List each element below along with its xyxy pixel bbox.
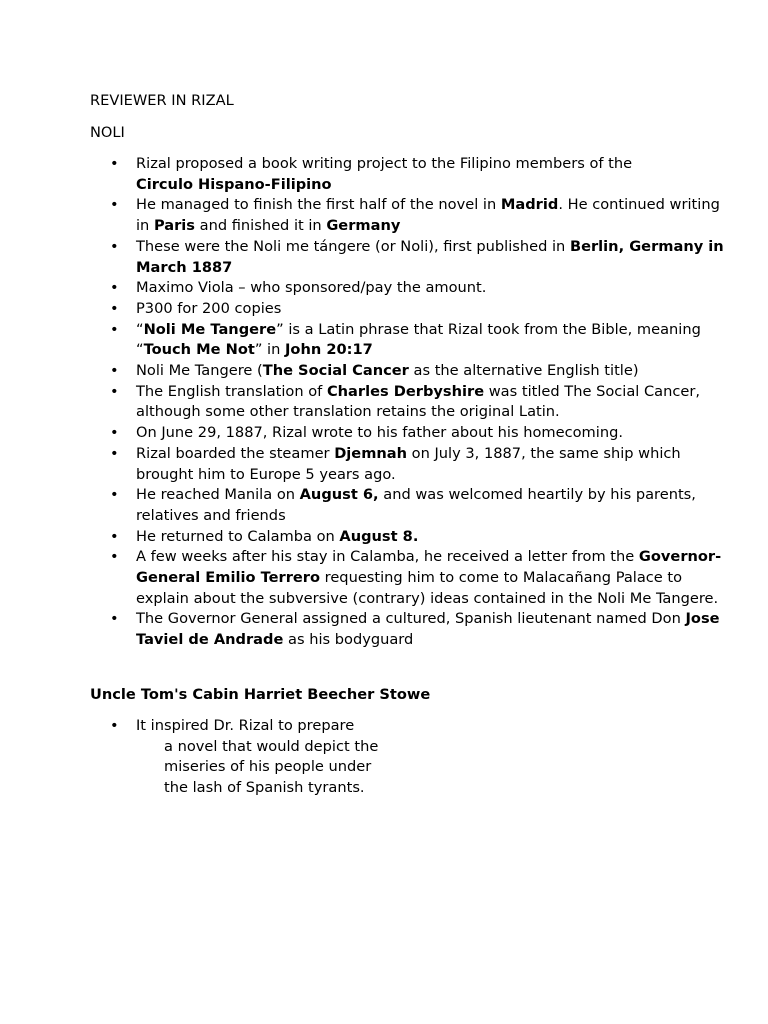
list-item [90, 320, 730, 361]
bullet-icon: • [110, 610, 119, 628]
uncle-toms-bullet-list [90, 716, 730, 798]
item-text: P300 for 200 copies [136, 299, 282, 317]
item-text: He reached Manila on [136, 486, 300, 504]
item-text: Maximo Viola – who sponsored/pay the amount. [136, 279, 487, 297]
item-text: was titled The Social Cancer, although some other translation retains the original Latin. [136, 382, 701, 421]
item-bold-text: Madrid [500, 196, 559, 214]
item-text-line: the lash of Spanish tyrants. [164, 778, 365, 796]
item-text: The English translation of [136, 382, 327, 400]
item-text: Rizal boarded the steamer [136, 444, 335, 462]
item-bold-text: Noli Me Tangere [143, 320, 277, 338]
item-text: ” in [254, 341, 285, 359]
item-bold-text: August 8. [339, 527, 419, 545]
bullet-icon: • [110, 362, 119, 380]
list-item [90, 154, 730, 195]
item-text: . He continued writing in [136, 196, 720, 235]
list-item [90, 278, 730, 299]
list-item [90, 423, 730, 444]
item-bold-text: Djemnah [334, 444, 408, 462]
item-bold-text: John 20:17 [285, 341, 373, 359]
item-bold-text: Touch Me Not [143, 341, 255, 359]
list-item [90, 444, 730, 485]
item-bold-text: Germany [326, 217, 401, 235]
item-text: Rizal proposed a book writing project to the Filipino members of the [136, 155, 633, 172]
list-item [90, 547, 730, 609]
item-text: The Governor General assigned a cultured, Spanish lieutenant named Don [136, 610, 686, 628]
list-item [90, 299, 730, 320]
item-text: He managed to finish the first half of the novel in [136, 196, 501, 214]
list-item [90, 609, 730, 650]
list-item [90, 195, 730, 236]
bullet-icon: • [110, 196, 119, 214]
document-title: REVIEWER IN RIZAL [90, 92, 234, 109]
item-text: A few weeks after his stay in Calamba, he received a letter from the [136, 548, 639, 566]
item-text: ” is a Latin phrase that Rizal took from the Bible, meaning “ [136, 320, 701, 359]
item-text: He returned to Calamba on [136, 527, 340, 545]
item-bold-text: The Social Cancer [262, 362, 409, 380]
bullet-icon: • [110, 382, 119, 400]
item-text: requesting him to come to Malacañang Palace to explain about the subversive (contrary) ideas contained in the Noli Me Tangere. [136, 569, 719, 607]
item-text-line: a novel that would depict the [164, 737, 379, 755]
list-item [90, 527, 730, 548]
list-item [90, 716, 730, 798]
bullet-icon: • [110, 320, 119, 338]
list-item [90, 361, 730, 382]
bullet-icon: • [110, 279, 119, 297]
section-heading-noli: NOLI [90, 124, 125, 141]
bullet-icon: • [110, 527, 119, 545]
bullet-icon: • [110, 486, 119, 504]
list-item [90, 382, 730, 423]
item-text: On June 29, 1887, Rizal wrote to his father about his homecoming. [136, 424, 623, 442]
item-bold-text: Jose Taviel de Andrade [136, 610, 720, 649]
bullet-icon: • [110, 717, 119, 734]
item-bold-text: Paris [153, 217, 195, 235]
bullet-icon: • [110, 548, 119, 566]
bullet-icon: • [110, 444, 119, 462]
item-text: Noli Me Tangere ( [136, 362, 263, 380]
item-bold-text: Berlin, Germany in March 1887 [136, 237, 734, 276]
item-bold-text: Governor-General Emilio Terrero [136, 548, 722, 587]
item-text-line: miseries of his people under [164, 758, 372, 775]
list-item [90, 485, 730, 526]
item-text: and was welcomed heartily by his parents, relatives and friends [136, 486, 696, 524]
bullet-icon: • [110, 237, 119, 255]
item-text: It inspired Dr. Rizal to prepare [136, 717, 355, 734]
item-text: These were the Noli me tángere (or Noli), first published in [136, 237, 570, 255]
item-text: “ [136, 320, 144, 338]
item-text: on July 3, 1887, the same ship which brought him to Europe 5 years ago. [136, 444, 681, 483]
bullet-icon: • [110, 424, 119, 442]
item-text: as his bodyguard [283, 631, 414, 649]
item-bold-text: August 6, [299, 486, 379, 504]
item-bold-text: Circulo Hispano-Filipino [136, 175, 332, 193]
item-text: as the alternative English title) [408, 362, 639, 380]
item-bold-text: Charles Derbyshire [326, 382, 485, 400]
bullet-icon: • [110, 155, 119, 172]
section-heading-uncle-toms-cabin: Uncle Tom's Cabin Harriet Beecher Stowe [90, 686, 431, 703]
noli-bullet-list [90, 154, 734, 651]
list-item [90, 237, 734, 278]
item-text: and finished it in [195, 217, 327, 235]
bullet-icon: • [110, 299, 119, 317]
